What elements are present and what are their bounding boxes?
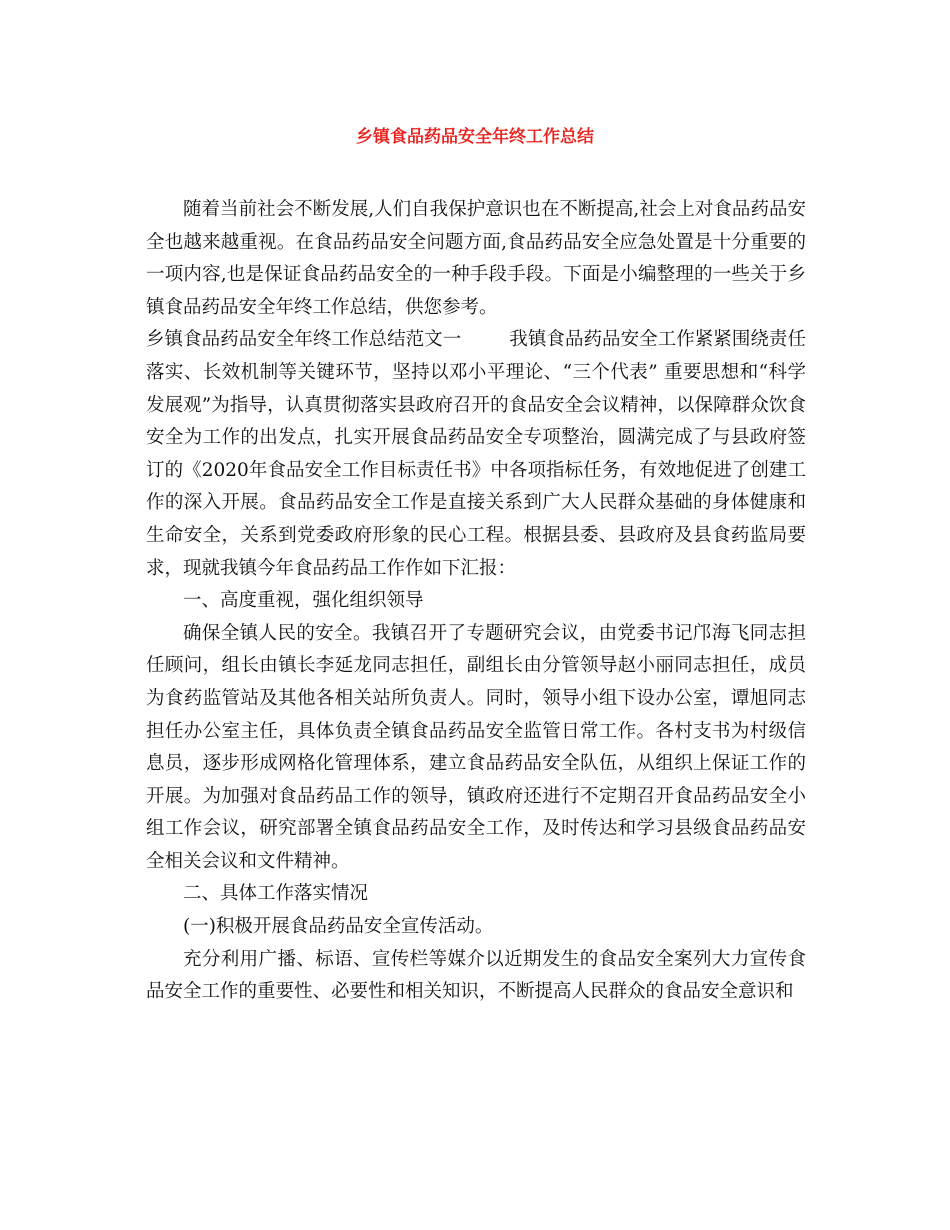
section-1-paragraph: 确保全镇人民的安全。我镇召开了专题研究会议，由党委书记邝海飞同志担任顾问，组长由镇长李延龙同志担任，副组长由分管领导赵小丽同志担任，成员为食药监管站及其他各相关站所负责人。同时，领导小组下设办公室，谭旭同志担任办公室主任，具体负责全镇食品药品安全监管日常工作。各村支书为村级信息员，逐步形成网格化管理体系，建立食品药品安全队伍，从组织上保证工作的开展。为加强对食品药品工作的领导，镇政府还进行不定期召开食品药品安全小组工作会议，研究部署全镇食品药品安全工作，及时传达和学习县级食品药品安全相关会议和文件精神。 — [146, 622, 806, 872]
section-2-heading: 二、具体工作落实情况 — [183, 883, 369, 905]
document-body — [146, 194, 806, 1009]
section-1-heading: 一、高度重视，强化组织领导 — [183, 590, 424, 612]
sample-paragraph — [146, 324, 806, 585]
subsection-1-paragraph: 充分利用广播、标语、宣传栏等媒介以近期发生的食品安全案列大力宣传食品安全工作的重要性、必要性和相关知识，不断提高人民群众的食品安全意识和 — [146, 948, 806, 1003]
document-title: 乡镇食品药品安全年终工作总结 — [356, 127, 594, 147]
intro-paragraph: 随着当前社会不断发展,人们自我保护意识也在不断提高,社会上对食品药品安全也越来越重视。在食品药品安全问题方面,食品药品安全应急处置是十分重要的一项内容,也是保证食品药品安全的一种手段手段。下面是小编整理的一些关于乡镇食品药品安全年终工作总结，供您参考。 — [146, 199, 806, 318]
sample-body: 我镇食品药品安全工作紧紧围绕责任落实、长效机制等关键环节，坚持以邓小平理论、“三个代表” 重要思想和“科学发展观”为指导，认真贯彻落实县政府召开的食品安全会议精神，以保障群众饮食安全为工作的出发点，扎实开展食品药品安全专项整治，圆满完成了与县政府签订的《2020年食品安全工作目标责任书》中各项指标任务，有效地促进了创建工作的深入开展。食品药品安全工作是直接关系到广大人民群众基础的身体健康和生命安全，关系到党委政府形象的民心工程。根据县委、县政府及县食药监局要求，现就我镇今年食品药品工作作如下汇报： — [146, 329, 806, 579]
subsection-1-heading: (一)积极开展食品药品安全宣传活动。 — [183, 916, 494, 938]
sample-heading: 乡镇食品药品安全年终工作总结范文一 — [146, 329, 462, 351]
